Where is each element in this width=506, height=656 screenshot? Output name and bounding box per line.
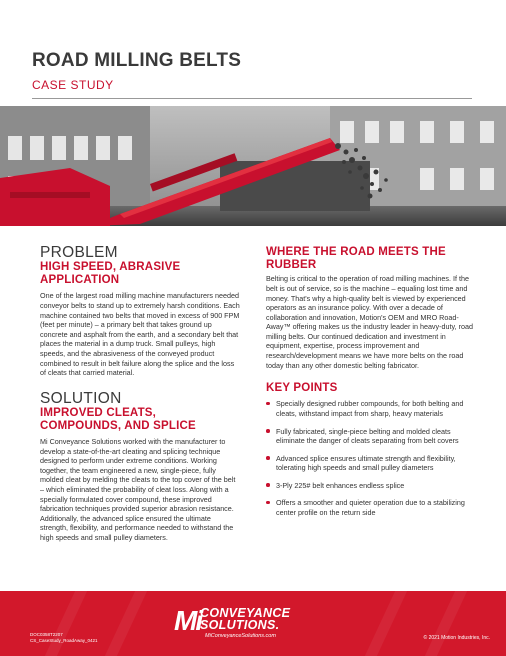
key-point-item xyxy=(266,427,478,446)
key-point-text: Offers a smoother and quieter operation due to a stabilizing center profile on the return side xyxy=(276,498,465,518)
logo-line-conveyance: CONVEYANCE xyxy=(200,606,291,620)
bullet-icon xyxy=(266,501,270,505)
key-point-item xyxy=(266,481,478,491)
problem-heading: PROBLEM xyxy=(40,244,118,261)
road-milling-machine-photo xyxy=(0,106,506,226)
solution-subheading: IMPROVED CLEATS, COMPOUNDS, AND SPLICE xyxy=(40,406,196,432)
key-point-text: Specially designed rubber compounds, for both belting and cleats, withstand impact from sharp, heavy materials xyxy=(276,399,464,419)
key-points-heading: KEY POINTS xyxy=(266,382,338,395)
page-header xyxy=(32,50,482,92)
doc-code: DOC0358T2207 xyxy=(30,632,63,637)
solution-section xyxy=(40,390,240,543)
solution-heading: SOLUTION xyxy=(40,389,122,407)
bullet-icon xyxy=(266,402,270,406)
page-subtitle: CASE STUDY xyxy=(32,78,114,92)
page-title: ROAD MILLING BELTS xyxy=(32,50,242,71)
logo-url[interactable]: MiConveyanceSolutions.com xyxy=(205,633,276,639)
key-point-text: 3-Ply 225# belt enhances endless splice xyxy=(276,480,405,490)
right-column xyxy=(266,246,478,526)
header-divider xyxy=(32,98,472,99)
problem-body: One of the largest road milling machine manufacturers needed conveyor belts to stand up to extremely harsh conditions. Each machine contained two belts that moved in excess of 900 FPM (feet per minute) – a primary belt that takes ground up concrete and asphalt from the earth, and a secondary belt that places the material in a dump truck. Small pulleys, high speeds, and the abrasiveness of the conveyed product combined to result in belt failure along the splice and the loss of cleats that carried material. xyxy=(40,291,240,378)
problem-section xyxy=(40,244,240,378)
left-column xyxy=(40,244,240,543)
footer-decor-stripe xyxy=(365,591,407,656)
key-point-item xyxy=(266,399,478,418)
footer-decor-stripe xyxy=(45,591,87,656)
logo-line-solutions: SOLUTIONS. xyxy=(200,618,280,632)
key-points-list xyxy=(266,399,478,517)
footer-decor-stripe xyxy=(105,591,147,656)
key-point-item xyxy=(266,498,478,517)
bullet-icon xyxy=(266,429,270,433)
key-point-item xyxy=(266,454,478,473)
copyright-notice: © 2021 Motion Industries, Inc. xyxy=(423,635,490,641)
solution-body: Mi Conveyance Solutions worked with the manufacturer to develop a state-of-the-art cleating and splicing technique designed to perform under extreme conditions. Working together, the team engineered a new, single-piece, fully molded cleat by melding the cleats to the top cover of the belt – which eliminated the probability of cleat loss. Along with a specially formulated cover compound, these improved fabrication techniques provided superior abrasion resistance. Additionally, the advanced splice ensured the ultimate strength, flexibility, and performance needed to withstand the high speeds and small pulley diameters. xyxy=(40,437,236,542)
doc-name: CS_CaseStudy_RoadAway_0421 xyxy=(30,638,98,644)
key-point-text: Fully fabricated, single-piece belting and molded cleats eliminate the danger of cleats separating from belt covers xyxy=(276,426,459,446)
logo-mi-mark: Mi xyxy=(174,605,202,636)
key-points-section xyxy=(266,382,478,517)
bullet-icon xyxy=(266,483,270,487)
hero-image xyxy=(0,106,506,226)
key-point-text: Advanced splice ensures ultimate strength and flexibility, tolerating high speeds and small pulley diameters xyxy=(276,453,456,473)
mi-conveyance-logo xyxy=(174,605,344,641)
problem-subheading: HIGH SPEED, ABRASIVE APPLICATION xyxy=(40,261,181,287)
road-section xyxy=(266,246,478,370)
footer-banner xyxy=(0,591,506,656)
footer-decor-stripe xyxy=(425,591,467,656)
bullet-icon xyxy=(266,456,270,460)
road-body: Belting is critical to the operation of road milling machines. If the belt is out of service, so is the machine – equaling lost time and money. That's why a high-quality belt is viewed by experienced operators as an insurance policy. With over a decade of collaboration and innovation, Motion's OEM and MRO Road-Away™ offering makes us the industry leader in heavy-duty, road milling belts. Our continued dedication and investment in equipment, expertise, process improvement and research/development means we have more belts on the road today than any other domestic belting fabricator. xyxy=(266,274,473,370)
road-heading: WHERE THE ROAD MEETS THE RUBBER xyxy=(266,246,446,272)
document-codes xyxy=(30,632,97,645)
